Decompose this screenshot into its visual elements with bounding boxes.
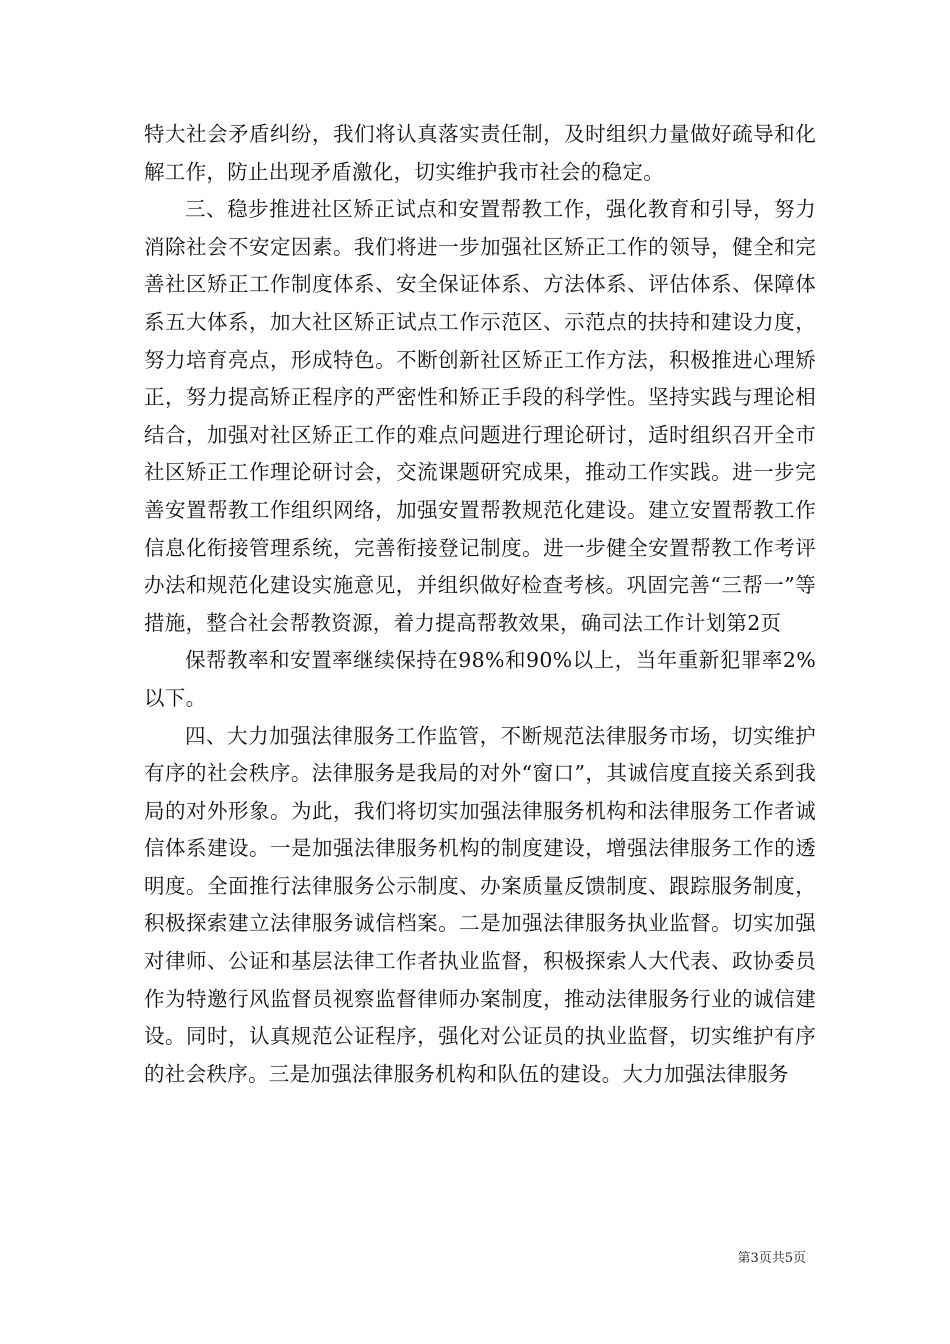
- paragraph-4: 四、大力加强法律服务工作监管，不断规范法律服务市场，切实维护有序的社会秩序。法律服务是我局的对外“窗口”，其诚信度直接关系到我局的对外形象。为此，我们将切实加强法律服务机构和法律服务工作者诚信体系建设。一是加强法律服务机构的制度建设，增强法律服务工作的透明度。全面推行法律服务公示制度、办案质量反馈制度、跟踪服务制度，积极探索建立法律服务诚信档案。二是加强法律服务执业监督。切实加强对律师、公证和基层法律工作者执业监督，积极探索人大代表、政协委员作为特邀行风监督员视察监督律师办案制度，推动法律服务行业的诚信建设。同时，认真规范公证程序，强化对公证员的执业监督，切实维护有序的社会秩序。三是加强法律服务机构和队伍的建设。大力加强法律服务: [144, 723, 816, 1086]
- paragraph-1: 特大社会矛盾纠纷，我们将认真落实责任制，及时组织力量做好疏导和化解工作，防止出现矛盾激化，切实维护我市社会的稳定。: [144, 122, 816, 184]
- document-body: [144, 116, 816, 1093]
- paragraph-3: 保帮教率和安置率继续保持在98%和90%以上，当年重新犯罪率2%以下。: [144, 648, 816, 710]
- page-number-footer: 第3页共5页: [737, 1251, 806, 1266]
- paragraph-2: 三、稳步推进社区矫正试点和安置帮教工作，强化教育和引导，努力消除社会不安定因素。我们将进一步加强社区矫正工作的领导，健全和完善社区矫正工作制度体系、安全保证体系、方法体系、评估体系、保障体系五大体系，加大社区矫正试点工作示范区、示范点的扶持和建设力度，努力培育亮点，形成特色。不断创新社区矫正工作方法，积极推进心理矫正，努力提高矫正程序的严密性和矫正手段的科学性。坚持实践与理论相结合，加强对社区矫正工作的难点问题进行理论研讨，适时组织召开全市社区矫正工作理论研讨会，交流课题研究成果，推动工作实践。进一步完善安置帮教工作组织网络，加强安置帮教规范化建设。建立安置帮教工作信息化衔接管理系统，完善衔接登记制度。进一步健全安置帮教工作考评办法和规范化建设实施意见，并组织做好检查考核。巩固完善“三帮一”等措施，整合社会帮教资源，着力提高帮教效果，确司法工作计划第2页: [144, 197, 816, 635]
